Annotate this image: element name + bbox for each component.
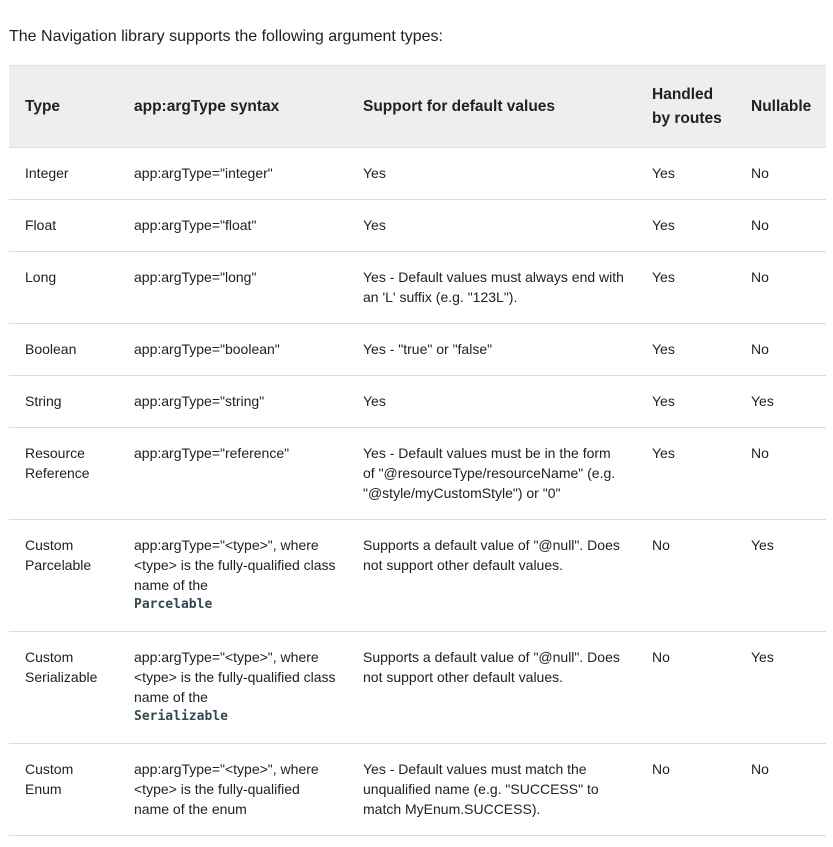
cell-nullable	[735, 200, 826, 252]
argument-types-table	[9, 65, 826, 836]
cell-type-text: Custom Serializable	[25, 649, 98, 685]
cell-type	[9, 376, 118, 428]
cell-handled-by-routes	[636, 324, 735, 376]
cell-default-values	[347, 324, 636, 376]
cell-default-values-text: Yes - "true" or "false"	[363, 341, 493, 357]
cell-default-values-text: Yes - Default values must be in the form of "@resourceType/resourceName" (e.g. "@style/myCustomStyle") or "0"	[363, 445, 616, 501]
cell-handled-by-routes-text: No	[652, 537, 670, 553]
cell-syntax	[118, 744, 347, 836]
cell-handled-by-routes-text: Yes	[652, 341, 675, 357]
cell-type	[9, 744, 118, 836]
cell-default-values-text: Supports a default value of "@null". Does not support other default values.	[363, 649, 620, 685]
cell-default-values-text: Supports a default value of "@null". Does not support other default values.	[363, 537, 620, 573]
cell-handled-by-routes-text: Yes	[652, 165, 675, 181]
cell-syntax-text: app:argType="float"	[134, 217, 257, 233]
cell-nullable	[735, 324, 826, 376]
cell-syntax	[118, 200, 347, 252]
table-header-row	[9, 66, 826, 148]
cell-nullable	[735, 428, 826, 520]
cell-nullable-text: Yes	[751, 393, 774, 409]
cell-handled-by-routes	[636, 376, 735, 428]
cell-default-values-text: Yes	[363, 165, 386, 181]
cell-syntax	[118, 428, 347, 520]
cell-nullable-text: No	[751, 341, 769, 357]
table-row	[9, 324, 826, 376]
cell-nullable-text: Yes	[751, 649, 774, 665]
cell-type	[9, 428, 118, 520]
cell-syntax-text: app:argType="<type>", where <type> is the fully-qualified name of the enum	[134, 761, 319, 817]
cell-default-values	[347, 148, 636, 200]
cell-type-text: String	[25, 393, 62, 409]
cell-default-values-text: Yes	[363, 393, 386, 409]
cell-handled-by-routes	[636, 428, 735, 520]
header-type: Type	[25, 97, 61, 115]
cell-handled-by-routes	[636, 520, 735, 632]
cell-handled-by-routes-text: Yes	[652, 217, 675, 233]
cell-type	[9, 632, 118, 744]
cell-syntax-code: Parcelable	[134, 597, 213, 612]
cell-handled-by-routes	[636, 744, 735, 836]
cell-syntax-text: app:argType="string"	[134, 393, 265, 409]
cell-default-values-text: Yes - Default values must match the unqualified name (e.g. "SUCCESS" to match MyEnum.SUCCESS).	[363, 761, 599, 817]
cell-syntax	[118, 252, 347, 324]
cell-syntax-text: app:argType="long"	[134, 269, 257, 285]
cell-syntax	[118, 148, 347, 200]
header-default-values: Support for default values	[363, 97, 556, 115]
cell-nullable	[735, 520, 826, 632]
cell-handled-by-routes	[636, 632, 735, 744]
cell-type-text: Long	[25, 269, 57, 285]
table-body	[9, 148, 826, 836]
table-row	[9, 252, 826, 324]
cell-syntax-text: app:argType="integer"	[134, 165, 273, 181]
cell-nullable-text: Yes	[751, 537, 774, 553]
cell-handled-by-routes-text: Yes	[652, 445, 675, 461]
cell-nullable	[735, 632, 826, 744]
cell-handled-by-routes	[636, 252, 735, 324]
cell-nullable-text: No	[751, 217, 769, 233]
cell-type-text: Float	[25, 217, 57, 233]
cell-syntax	[118, 376, 347, 428]
cell-syntax	[118, 632, 347, 744]
cell-type	[9, 324, 118, 376]
cell-nullable	[735, 744, 826, 836]
cell-type	[9, 148, 118, 200]
cell-nullable	[735, 376, 826, 428]
cell-default-values-text: Yes - Default values must always end with an 'L' suffix (e.g. "123L").	[363, 269, 624, 305]
intro-text: The Navigation library supports the following argument types:	[9, 28, 443, 45]
cell-syntax-text: app:argType="<type>", where <type> is the fully-qualified class name of the	[134, 537, 336, 593]
cell-nullable-text: No	[751, 165, 769, 181]
cell-handled-by-routes-text: Yes	[652, 269, 675, 285]
cell-handled-by-routes-text: Yes	[652, 393, 675, 409]
cell-syntax	[118, 520, 347, 632]
cell-syntax-text: app:argType="boolean"	[134, 341, 280, 357]
cell-syntax-code: Serializable	[134, 709, 228, 724]
cell-nullable-text: No	[751, 269, 769, 285]
cell-syntax-text: app:argType="<type>", where <type> is the fully-qualified class name of the	[134, 649, 336, 705]
header-handled-by-routes: Handled by routes	[652, 85, 722, 127]
cell-type-text: Custom Parcelable	[25, 537, 92, 573]
table-row	[9, 428, 826, 520]
cell-handled-by-routes	[636, 200, 735, 252]
cell-default-values-text: Yes	[363, 217, 386, 233]
table-row	[9, 148, 826, 200]
cell-type-text: Boolean	[25, 341, 77, 357]
cell-nullable-text: No	[751, 445, 769, 461]
cell-default-values	[347, 200, 636, 252]
table-row	[9, 200, 826, 252]
cell-default-values	[347, 744, 636, 836]
table-row	[9, 632, 826, 744]
cell-type	[9, 252, 118, 324]
table-row	[9, 376, 826, 428]
cell-syntax	[118, 324, 347, 376]
cell-nullable-text: No	[751, 761, 769, 777]
cell-nullable	[735, 148, 826, 200]
cell-type-text: Custom Enum	[25, 761, 74, 797]
cell-default-values	[347, 376, 636, 428]
table-row	[9, 520, 826, 632]
table-row	[9, 744, 826, 836]
cell-default-values	[347, 252, 636, 324]
cell-type	[9, 520, 118, 632]
cell-handled-by-routes	[636, 148, 735, 200]
cell-nullable	[735, 252, 826, 324]
cell-default-values	[347, 632, 636, 744]
cell-type	[9, 200, 118, 252]
cell-type-text: Integer	[25, 165, 69, 181]
header-syntax: app:argType syntax	[134, 97, 280, 115]
cell-handled-by-routes-text: No	[652, 761, 670, 777]
cell-syntax-text: app:argType="reference"	[134, 445, 290, 461]
cell-type-text: Resource Reference	[25, 445, 90, 481]
cell-default-values	[347, 428, 636, 520]
cell-default-values	[347, 520, 636, 632]
cell-handled-by-routes-text: No	[652, 649, 670, 665]
header-nullable: Nullable	[751, 97, 812, 115]
